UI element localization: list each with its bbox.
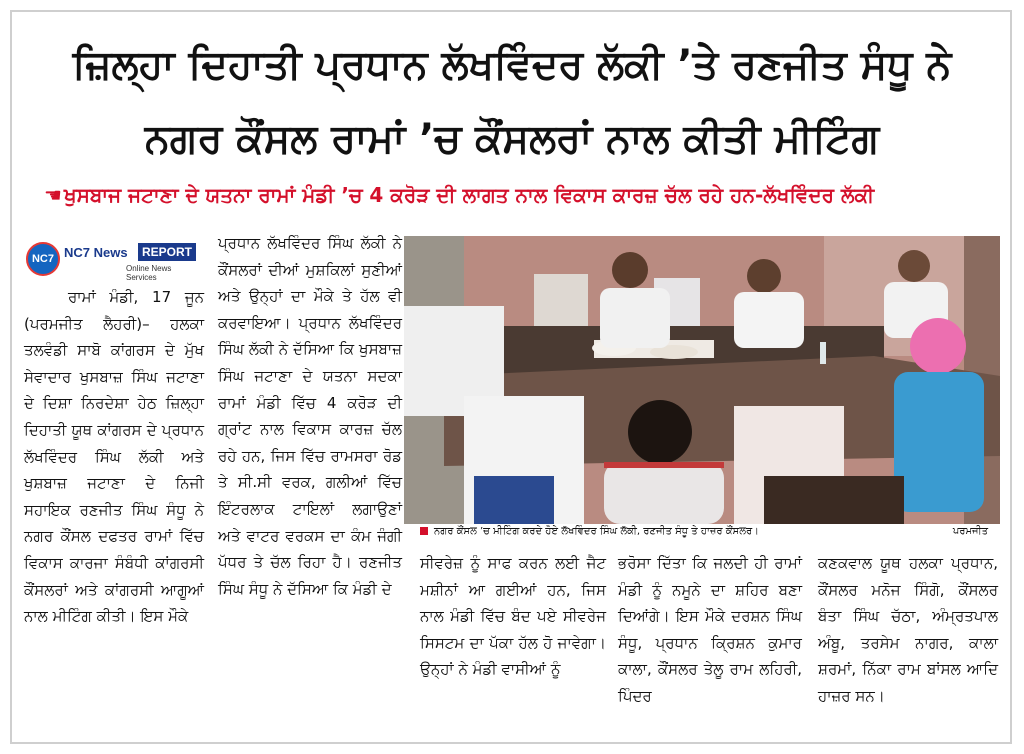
photo-caption	[420, 526, 1000, 544]
headline-line-2: ਨਗਰ ਕੌਂਸਲ ਰਾਮਾਂ ’ਚ ਕੌਂਸਲਰਾਂ ਨਾਲ ਕੀਤੀ ਮੀਟਿੰਗ	[144, 116, 880, 162]
column-5-text: ਕਣਕਵਾਲ ਯੂਥ ਹਲਕਾ ਪ੍ਰਧਾਨ, ਕੌਂਸਲਰ ਮਨੋਜ ਸਿੰਗੋ, ਕੌਂਸਲਰ ਬੰਤਾ ਸਿੰਘ ਚੱਠਾ, ਅੰਮ੍ਰਤਪਾਲ ਅੰਬੂ, ਤਰਸੇਮ ਨਾਗਰ, ਕਾਲਾ ਸ਼ਰਮਾਂ, ਨਿੱਕਾ ਰਾਮ ਬਾਂਸਲ ਆਦਿ ਹਾਜ਼ਰ ਸਨ।	[818, 554, 998, 705]
column-3-text: ਸੀਵਰੇਜ਼ ਨੂੰ ਸਾਫ ਕਰਨ ਲਈ ਜੈਟ ਮਸ਼ੀਨਾਂ ਆ ਗਈਆਂ ਹਨ, ਜਿਸ ਨਾਲ ਮੰਡੀ ਵਿੱਚ ਬੰਦ ਪਏ ਸੀਵਰੇਜ ਸਿਸਟਮ ਦਾ ਪੱਕਾ ਹੱਲ ਹੋ ਜਾਵੇਗਾ। ਉਨ੍ਹਾਂ ਨੇ ਮੰਡੀ ਵਾਸੀਆਂ ਨੂੰ	[420, 554, 606, 679]
logo-tagline: Online News Services	[126, 264, 172, 282]
news-logo	[26, 242, 204, 282]
subheadline	[44, 183, 994, 207]
meeting-photo-illustration	[404, 236, 1000, 524]
article-column-4	[618, 550, 802, 710]
article-column-1	[24, 284, 204, 630]
logo-name: NC7 News	[64, 245, 128, 260]
article-column-3	[420, 550, 606, 683]
column-4-text: ਭਰੋਸਾ ਦਿੱਤਾ ਕਿ ਜਲਦੀ ਹੀ ਰਾਮਾਂ ਮੰਡੀ ਨੂੰ ਨਮੂਨੇ ਦਾ ਸ਼ਹਿਰ ਬਣਾ ਦਿਆਂਗੇ। ਇਸ ਮੌਕੇ ਦਰਸ਼ਨ ਸਿੰਘ ਸੰਧੂ, ਪ੍ਰਧਾਨ ਕ੍ਰਿਸ਼ਨ ਕੁਮਾਰ ਕਾਲਾ, ਕੌਂਸਲਰ ਤੇਲੂ ਰਾਮ ਲਹਿਰੀ, ਪਿੰਦਰ	[618, 554, 802, 705]
article-column-5	[818, 550, 998, 710]
caption-square-icon	[420, 527, 428, 535]
column-1-text: ਰਾਮਾਂ ਮੰਡੀ, 17 ਜੂਨ (ਪਰਮਜੀਤ ਲੈਹਰੀ)– ਹਲਕਾ ਤਲਵੰਡੀ ਸਾਬੋ ਕਾਂਗਰਸ ਦੇ ਮੁੱਖ ਸੇਵਾਦਾਰ ਖੁਸਬਾਜ਼ ਸਿੰਘ ਜਟਾਣਾ ਦੇ ਦਿਸ਼ਾ ਨਿਰਦੇਸ਼ਾ ਹੇਠ ਜ਼ਿਲ੍ਹਾ ਦਿਹਾਤੀ ਯੂਥ ਕਾਂਗਰਸ ਦੇ ਪ੍ਰਧਾਨ ਲੱਖਵਿੰਦਰ ਸਿੰਘ ਲੱਕੀ ਅਤੇ ਖੁਸ਼ਬਾਜ਼ ਜਟਾਣਾ ਦੇ ਨਿਜੀ ਸਹਾਇਕ ਰਣਜੀਤ ਸਿੰਘ ਸੰਧੂ ਨੇ ਨਗਰ ਕੌਂਸਲ ਦਫਤਰ ਰਾਮਾਂ ਵਿੱਚ ਵਿਕਾਸ ਕਾਰਜਾ ਸੰਬੰਧੀ ਕਾਂਗਰਸੀ ਕੌਂਸਲਰਾਂ ਅਤੇ ਕਾਂਗਰਸੀ ਆਗੂਆਂ ਨਾਲ ਮੀਟਿੰਗ ਕੀਤੀ। ਇਸ ਮੌਕੇ	[24, 288, 204, 626]
subheadline-text: ਖੁਸਬਾਜ ਜਟਾਣਾ ਦੇ ਯਤਨਾ ਰਾਮਾਂ ਮੰਡੀ ’ਚ 4 ਕਰੋੜ ਦੀ ਲਾਗਤ ਨਾਲ ਵਿਕਾਸ ਕਾਰਜ਼ ਚੱਲ ਰਹੇ ਹਨ-ਲੱਖਵਿੰਦਰ ਲੱਕੀ	[63, 183, 875, 207]
caption-text: ਨਗਰ ਕੌਂਸਲ ’ਚ ਮੀਟਿੰਗ ਕਰਦੇ ਹੋਏ ਲੱਖਵਿੰਦਰ ਸਿੰਘ ਲੱਕੀ, ਰਣਜੀਤ ਸੰਧੂ ਤੇ ਹਾਜ਼ਰ ਕੌਂਸਲਰ।	[434, 526, 759, 537]
logo-report: REPORT	[138, 243, 196, 261]
photo-credit: ਪਰਮਜੀਤ	[952, 526, 988, 537]
logo-badge: NC7	[26, 242, 60, 276]
headline-line-1: ਜ਼ਿਲ੍ਹਾ ਦਿਹਾਤੀ ਪ੍ਰਧਾਨ ਲੱਖਵਿੰਦਰ ਲੱਕੀ ’ਤੇ ਰਣਜੀਤ ਸੰਧੂ ਨੇ	[72, 42, 952, 88]
article-column-2	[218, 230, 402, 602]
meeting-photo	[404, 236, 1000, 524]
column-2-text: ਪ੍ਰਧਾਨ ਲੱਖਵਿੰਦਰ ਸਿੰਘ ਲੱਕੀ ਨੇ ਕੌਂਸਲਰਾਂ ਦੀਆਂ ਮੁਸ਼ਕਿਲਾਂ ਸੁਣੀਆਂ ਅਤੇ ਉਨ੍ਹਾਂ ਦਾ ਮੌਕੇ ਤੇ ਹੱਲ ਵੀ ਕਰਵਾਇਆ। ਪ੍ਰਧਾਨ ਲੱਖਵਿੰਦਰ ਸਿੰਘ ਲੱਕੀ ਨੇ ਦੱਸਿਆ ਕਿ ਖੁਸਬਾਜ਼ ਸਿੰਘ ਜਟਾਣਾ ਦੇ ਯਤਨਾ ਸਦਕਾ ਰਾਮਾਂ ਮੰਡੀ ਵਿੱਚ 4 ਕਰੋੜ ਦੀ ਗ੍ਰਾਂਟ ਨਾਲ ਵਿਕਾਸ ਕਾਰਜ਼ ਚੱਲ ਰਹੇ ਹਨ, ਜਿਸ ਵਿੱਚ ਰਾਮਸਰਾ ਰੋਡ ਤੇ ਸੀ.ਸੀ ਵਰਕ, ਗਲੀਆਂ ਵਿੱਚ ਇੰਟਰਲਾਕ ਟਾਇਲਾਂ ਲਗਾਉਣਾਂ ਅਤੇ ਵਾਟਰ ਵਰਕਸ ਦਾ ਕੰਮ ਜੰਗੀ ਪੱਧਰ ਤੇ ਚੱਲ ਰਿਹਾ ਹੈ। ਰਣਜੀਤ ਸਿੰਘ ਸੰਧੂ ਨੇ ਦੱਸਿਆ ਕਿ ਮੰਡੀ ਦੇ	[218, 234, 402, 598]
pointing-hand-icon: ☚	[44, 183, 62, 207]
